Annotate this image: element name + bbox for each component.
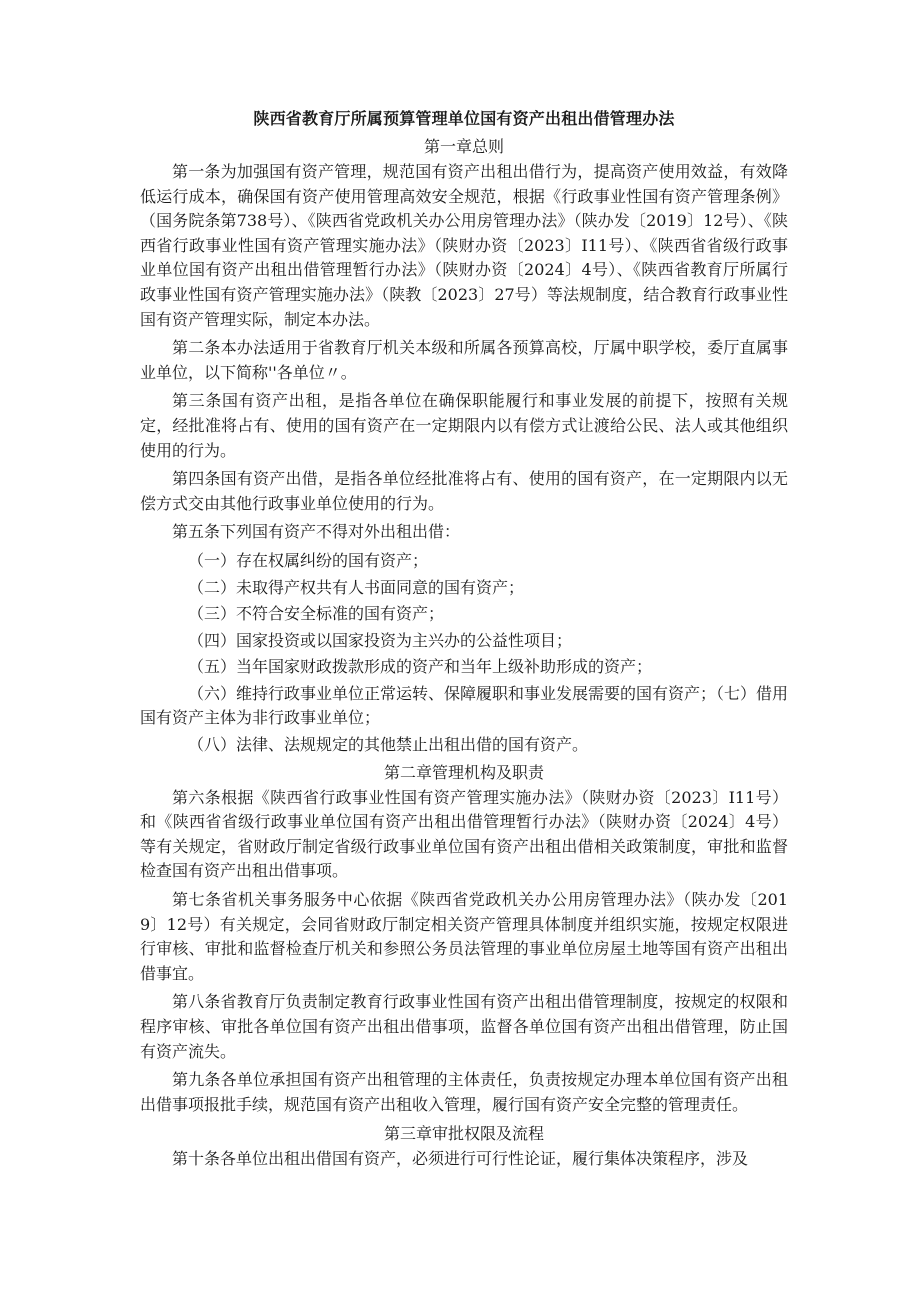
article-10: 第十条各单位出租出借国有资产，必须进行可行性论证，履行集体决策程序，涉及 <box>172 1149 749 1169</box>
article-5-item-8: （八）法律、法规规定的其他禁止出租出借的国有资产。 <box>188 735 589 755</box>
chapter-1-heading: 第一章总则 <box>423 137 504 156</box>
article-7: 第七条省机关事务服务中心依据《陕西省党政机关办公用房管理办法》（陕办发〔2019〕12号）有关规定，会同省财政厅制定相关资产管理具体制度并组织实施，按规定权限进行审核、审批和监督检查厅机关和参照公务员法管理的事业单位房屋土地等国有资产出租出借事宜。 <box>140 890 788 983</box>
article-5-item-4: （四）国家投资或以国家投资为主兴办的公益性项目； <box>188 630 573 650</box>
chapter-2-heading: 第二章管理机构及职责 <box>383 762 544 782</box>
article-8: 第八条省教育厅负责制定教育行政事业性国有资产出租出借管理制度，按规定的权限和程序审核、审批各单位国有资产出租出借事项，监督各单位国有资产出租出借管理，防止国有资产流失。 <box>140 992 788 1061</box>
article-5-item-2: （二）未取得产权共有人书面同意的国有资产； <box>188 577 525 597</box>
article-1: 第一条为加强国有资产管理，规范国有资产出租出借行为，提高资产使用效益，有效降低运行成本，确保国有资产使用管理高效安全规范，根据《行政事业性国有资产管理条例》（国务院条第738号）、《陕西省党政机关办公用房管理办法》（陕办发〔2019〕12号）、《陕西省行政事业性国有资产管理实施办法》（陕财办资〔2023〕I11号）、《陕西省省级行政事业单位国有资产出租出借管理暂行办法》（陕财办资〔2024〕4号）、《陕西省教育厅所属行政事业性国有资产管理实施办法》（陕教〔2023〕27号）等法规制度，结合教育行政事业性国有资产管理实际，制定本办法。 <box>140 162 788 329</box>
article-5: 第五条下列国有资产不得对外出租出借： <box>172 522 461 542</box>
article-6: 第六条根据《陕西省行政事业性国有资产管理实施办法》（陕财办资〔2023〕I11号）和《陕西省省级行政事业单位国有资产出租出借管理暂行办法》（陕财办资〔2024〕4号）等有关规定，省财政厅制定省级行政事业单位国有资产出租出借相关政策制度，审批和监督检查国有资产出租出借事项。 <box>140 787 788 881</box>
article-2: 第二条本办法适用于省教育厅机关本级和所属各预算高校，厅属中职学校，委厅直属事业单位，以下简称''各单位〃。 <box>140 338 788 382</box>
article-5-item-1: （一）存在权属纠纷的国有资产； <box>188 550 429 570</box>
article-5-item-6: （六）维持行政事业单位正常运转、保障履职和事业发展需要的国有资产；（七）借用国有资产主体为非行政事业单位； <box>140 683 789 728</box>
document-page <box>140 104 788 1176</box>
article-3: 第三条国有资产出租，是指各单位在确保职能履行和事业发展的前提下，按照有关规定，经批准将占有、使用的国有资产在一定期限内以有偿方式让渡给公民、法人或其他组织使用的行为。 <box>140 391 788 460</box>
article-5-item-3: （三）不符合安全标准的国有资产； <box>188 604 445 624</box>
document-title: 陕西省教育厅所属预算管理单位国有资产出租出借管理办法 <box>253 109 675 128</box>
article-9: 第九条各单位承担国有资产出租管理的主体责任，负责按规定办理本单位国有资产出租出借事项报批手续，规范国有资产出租收入管理，履行国有资产安全完整的管理责任。 <box>140 1070 788 1114</box>
article-4: 第四条国有资产出借，是指各单位经批准将占有、使用的国有资产，在一定期限内以无偿方式交由其他行政事业单位使用的行为。 <box>140 469 788 513</box>
chapter-3-heading: 第三章审批权限及流程 <box>383 1124 544 1144</box>
article-5-item-5: （五）当年国家财政拨款形成的资产和当年上级补助形成的资产； <box>188 657 653 677</box>
